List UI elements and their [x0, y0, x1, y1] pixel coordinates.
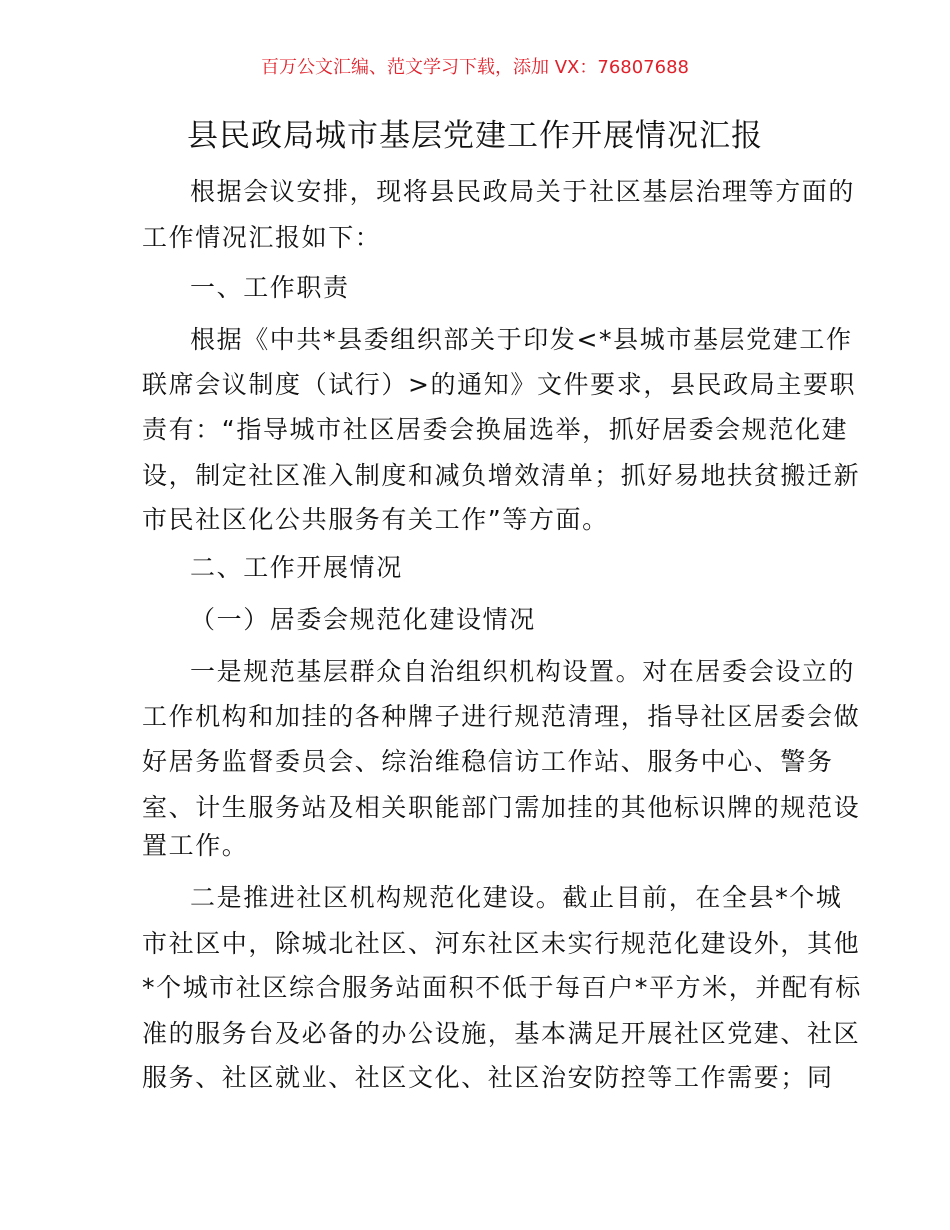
- text-line: 一、工作职责: [190, 273, 350, 302]
- header-banner: 百万公文汇编、范文学习下载，添加 VX：76807688: [261, 57, 689, 78]
- text-line: 设，制定社区准入制度和减负增效清单；抓好易地扶贫搬迁新: [142, 461, 861, 490]
- document-title: 县民政局城市基层党建工作开展情况汇报: [187, 118, 763, 154]
- text-line: 工作机构和加挂的各种牌子进行规范清理，指导社区居委会做: [142, 702, 861, 731]
- text-line: *个城市社区综合服务站面积不低于每百户*平方米，并配有标: [142, 973, 862, 1002]
- text-line: 好居务监督委员会、综治维稳信访工作站、服务中心、警务: [142, 747, 834, 776]
- text-line: 责有：“指导城市社区居委会换届选举，抓好居委会规范化建: [142, 415, 849, 444]
- text-line: 市社区中，除城北社区、河东社区未实行规范化建设外，其他: [142, 929, 861, 958]
- text-line: 市民社区化公共服务有关工作”等方面。: [142, 505, 609, 534]
- text-line: （一）居委会规范化建设情况: [190, 605, 536, 634]
- text-line: 室、计生服务站及相关职能部门需加挂的其他标识牌的规范设: [142, 793, 861, 822]
- text-line: 服务、社区就业、社区文化、社区治安防控等工作需要；同: [142, 1063, 834, 1092]
- text-line: 联席会议制度（试行）>的通知》文件要求，县民政局主要职: [142, 370, 857, 399]
- text-line: 根据《中共*县委组织部关于印发<*县城市基层党建工作: [190, 325, 853, 354]
- text-line: 工作情况汇报如下：: [142, 223, 382, 252]
- text-line: 一是规范基层群众自治组织机构设置。对在居委会设立的: [190, 657, 856, 686]
- text-line: 置工作。: [142, 831, 249, 860]
- text-line: 根据会议安排，现将县民政局关于社区基层治理等方面的: [190, 177, 856, 206]
- text-line: 二、工作开展情况: [190, 553, 403, 582]
- text-line: 准的服务台及必备的办公设施，基本满足开展社区党建、社区: [142, 1019, 861, 1048]
- text-line: 二是推进社区机构规范化建设。截止目前，在全县*个城: [190, 883, 843, 912]
